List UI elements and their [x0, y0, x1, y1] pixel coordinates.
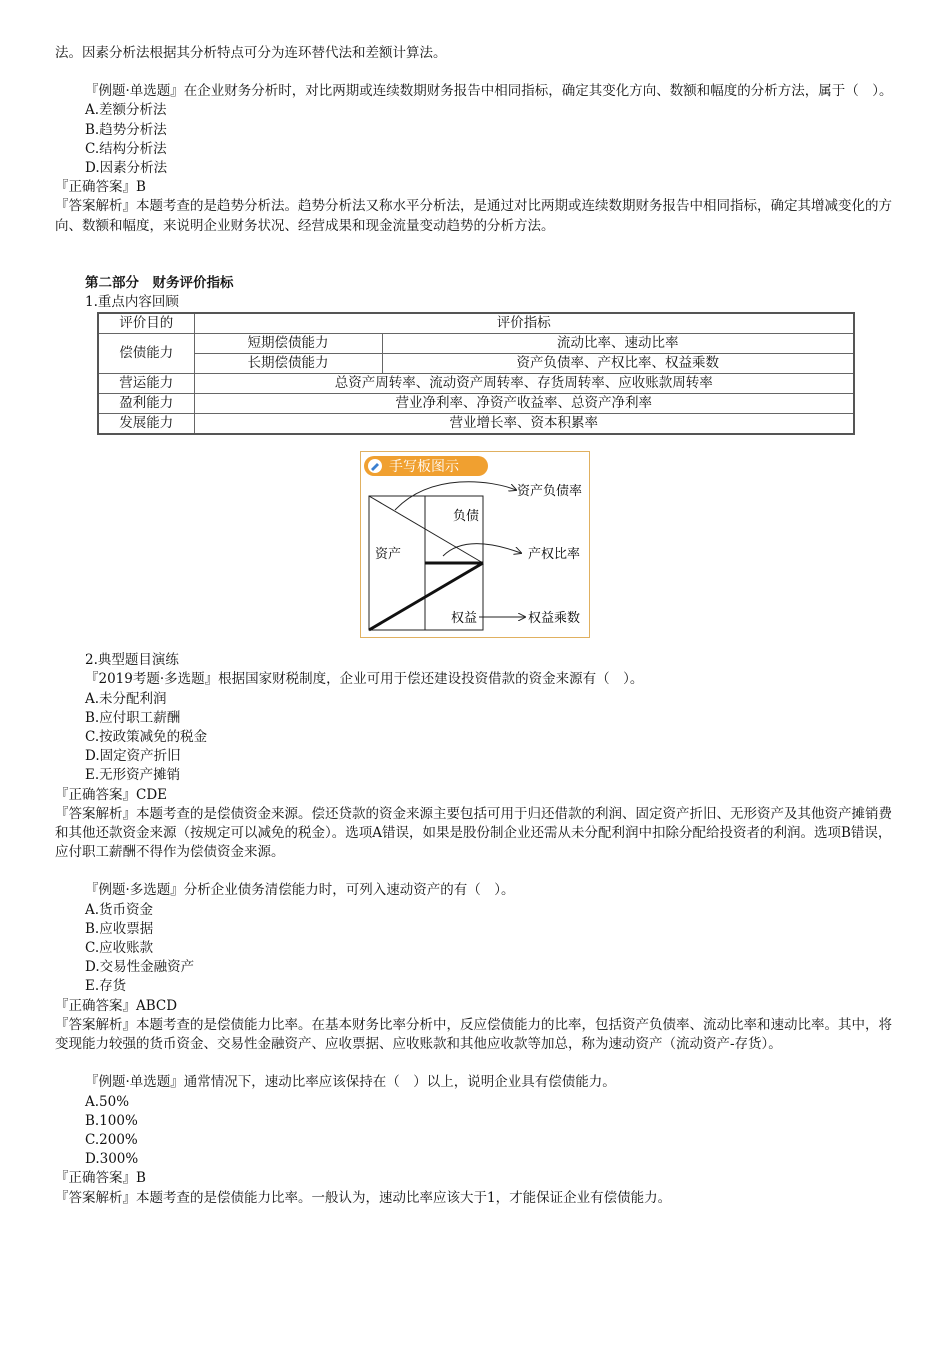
q2-option-a: A.未分配利润 [85, 690, 167, 707]
cell-long-term-index: 资产负债率、产权比率、权益乘数 [382, 354, 854, 374]
section-title: 第二部分 财务评价指标 [85, 274, 234, 291]
q4-answer: 『正确答案』B [55, 1170, 146, 1187]
q2-option-b: B.应付职工薪酬 [85, 709, 181, 726]
table-header-purpose: 评价目的 [98, 313, 194, 334]
label-equity: 权益 [451, 611, 478, 627]
cell-solvency: 偿债能力 [98, 334, 194, 374]
q3-analysis: 『答案解析』本题考查的是偿债能力比率。在基本财务比率分析中，反应偿债能力的比率，包括资产负债率、流动比率和速动比率。其中，将变现能力较强的货币资金、交易性金融资产、应收票据、应收账款和其他应收款等加总，称为速动资产（流动资产-存货）。 [55, 1016, 892, 1053]
q2-option-c: C.按政策减免的税金 [85, 729, 208, 746]
cell-profit: 盈利能力 [98, 394, 194, 414]
q2-analysis: 『答案解析』本题考查的是偿债资金来源。偿还贷款的资金来源主要包括可用于归还借款的利润、固定资产折旧、无形资产及其他资产摊销费和其他还款资金来源（按规定可以减免的税金）。选项A错误，如果是股份制企业还需从未分配利润中扣除分配给投资者的利润。选项B错误，应付职工薪酬不得作为偿债资金来源。 [55, 805, 892, 861]
q3-option-c: C.应收账款 [85, 940, 154, 957]
table-row [98, 394, 854, 414]
label-liabilities: 负债 [453, 509, 480, 525]
cell-growth: 发展能力 [98, 414, 194, 435]
cell-long-term: 长期偿债能力 [194, 354, 382, 374]
cell-operating-index: 总资产周转率、流动资产周转率、存货周转率、应收账款周转率 [194, 374, 854, 394]
q4-option-c: C.200% [85, 1131, 138, 1148]
q4-option-b: B.100% [85, 1112, 138, 1129]
label-assets: 资产 [375, 547, 402, 563]
q3-answer: 『正确答案』ABCD [55, 997, 178, 1014]
q1-answer: 『正确答案』B [55, 179, 146, 196]
q3-option-a: A.货币资金 [85, 901, 154, 918]
q2-answer: 『正确答案』CDE [55, 786, 168, 803]
arrow-equity-ratio [443, 544, 521, 556]
table-row [98, 414, 854, 435]
handwriting-figure-area [55, 445, 897, 651]
q3-stem: 『例题·多选题』分析企业债务清偿能力时，可列入速动资产的有（ ）。 [85, 882, 515, 899]
table-row [98, 313, 854, 334]
table-row [98, 374, 854, 394]
q3-option-b: B.应收票据 [85, 920, 154, 937]
q3-option-d: D.交易性金融资产 [85, 959, 195, 976]
q4-option-a: A.50% [85, 1093, 130, 1110]
q2-option-d: D.固定资产折旧 [85, 748, 181, 765]
q4-option-d: D.300% [85, 1151, 139, 1168]
q1-analysis: 『答案解析』本题考查的是趋势分析法。趋势分析法又称水平分析法，是通过对比两期或连续数期财务报告中相同指标，确定其增减变化的方向、数额和幅度，来说明企业财务状况、经营成果和现金流量变动趋势的分析方法。 [55, 198, 892, 234]
label-debt-ratio: 资产负债率 [517, 484, 583, 500]
cell-profit-index: 营业净利率、净资产收益率、总资产净利率 [194, 394, 854, 414]
q1-option-a: A.差额分析法 [85, 102, 167, 119]
badge-label: 手写板图示 [389, 459, 459, 476]
q3-option-e: E.存货 [85, 978, 127, 995]
balance-sheet-diagram [361, 452, 589, 637]
table-row [98, 334, 854, 354]
indicator-table [97, 312, 855, 435]
q4-stem: 『例题·单选题』通常情况下，速动比率应该保持在（ ）以上，说明企业具有偿债能力。 [85, 1074, 616, 1091]
cell-short-term: 短期偿债能力 [194, 334, 382, 354]
handwriting-board-figure [360, 451, 590, 638]
label-equity-ratio: 产权比率 [528, 547, 581, 563]
subsection-practice: 2.典型题目演练 [85, 652, 179, 669]
q1-option-d: D.因素分析法 [85, 160, 168, 177]
q2-stem: 『2019考题·多选题』根据国家财税制度，企业可用于偿还建设投资借款的资金来源有（ ）。 [85, 671, 644, 688]
table-header-index: 评价指标 [194, 313, 854, 334]
intro-text: 法。因素分析法根据其分析特点可分为连环替代法和差额计算法。 [55, 45, 447, 61]
subsection-review: 1.重点内容回顾 [85, 294, 179, 311]
table-row [98, 354, 854, 374]
cell-growth-index: 营业增长率、资本积累率 [194, 414, 854, 435]
document-page [55, 44, 897, 1208]
q4-analysis: 『答案解析』本题考查的是偿债能力比率。一般认为，速动比率应该大于1，才能保证企业有偿债能力。 [55, 1189, 672, 1206]
q1-option-b: B.趋势分析法 [85, 121, 167, 138]
cell-operating: 营运能力 [98, 374, 194, 394]
cell-short-term-index: 流动比率、速动比率 [382, 334, 854, 354]
q1-option-c: C.结构分析法 [85, 140, 167, 157]
label-equity-multiplier: 权益乘数 [528, 611, 581, 627]
q1-stem: 『例题·单选题』在企业财务分析时，对比两期或连续数期财务报告中相同指标，确定其变化方向、数额和幅度的分析方法，属于（ ）。 [85, 83, 893, 100]
q2-option-e: E.无形资产摊销 [85, 767, 181, 784]
